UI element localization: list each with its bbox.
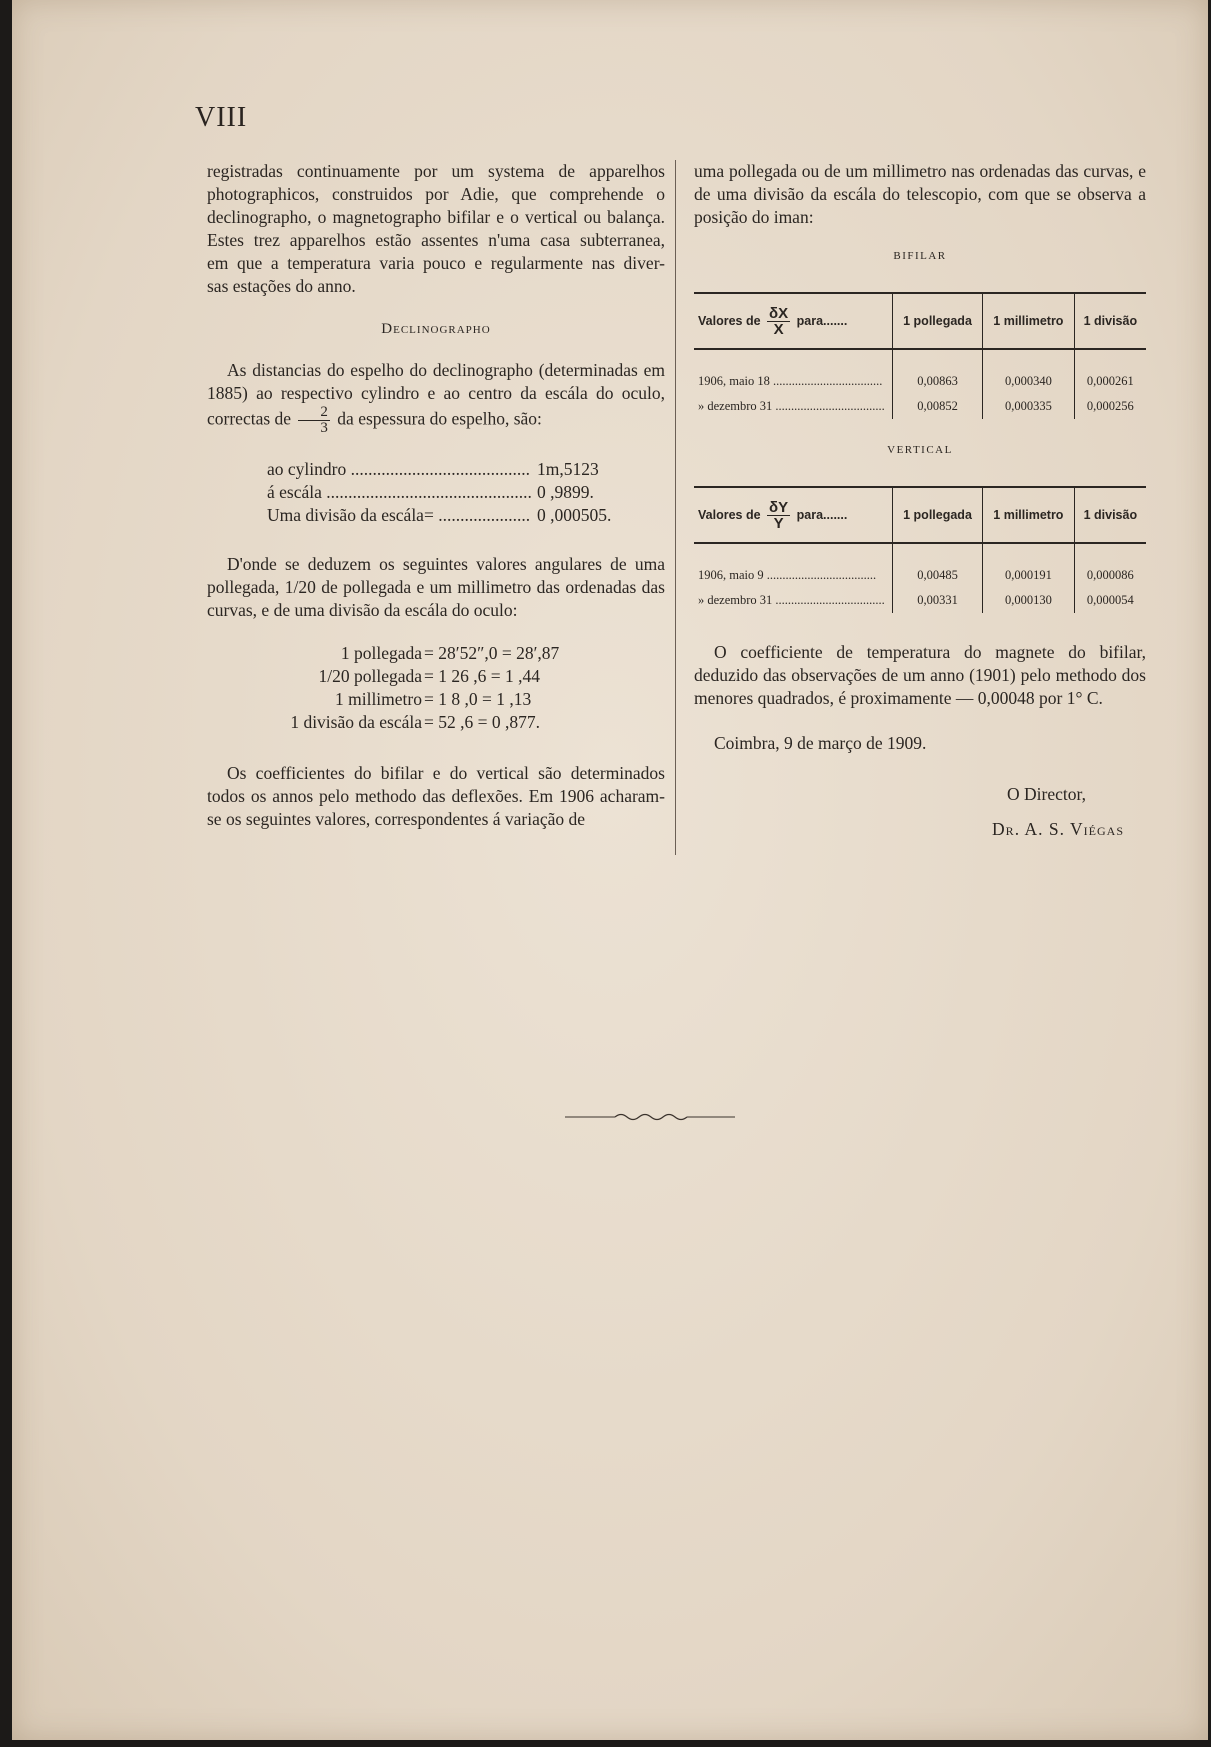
column-header: 1 divisão <box>1074 487 1146 543</box>
fraction-denominator: Y <box>773 514 784 532</box>
angular-row <box>257 688 665 711</box>
fraction-two-thirds <box>298 405 330 436</box>
table-header-row <box>694 487 1146 543</box>
table-cell: 0,000054 <box>1074 588 1146 613</box>
table-title-vertical: VERTICAL <box>887 444 953 456</box>
column-header: 1 millimetro <box>983 293 1075 349</box>
intro-line-2: photographicos, construidos por Adie, que comprehende o <box>207 184 665 204</box>
angular-value: = 1 26 ,6 = 1 ,44 <box>424 666 540 686</box>
row-label <box>694 588 893 613</box>
intro-line-3: declinographo, o magnetographo bifilar e o vertical ou balança. <box>207 207 665 227</box>
row-label-text: 1906, maio 18 ..... <box>698 374 882 388</box>
section-heading-declinographo: Declinographo <box>381 321 491 337</box>
place-date: Coimbra, 9 de março de 1909. <box>714 733 927 753</box>
table-cell: 0,000256 <box>1074 394 1146 419</box>
distances-table <box>267 458 637 527</box>
page-number: VIII <box>195 102 248 133</box>
intro-line-1: registradas continuamente por um systema de apparelhos <box>207 161 665 181</box>
angular-value: = 1 8 ,0 = 1 ,13 <box>424 689 532 709</box>
fraction-denominator: 3 <box>320 420 328 436</box>
angular-label: 1/20 pollegada <box>318 666 422 686</box>
temperature-paragraph: O coefficiente de temperatura do magnete do bifilar, deduzido das observações de um anno (1901) pelo methodo dos menores quadrados, é proximamente — 0,00048 por 1° C. <box>694 642 1146 708</box>
table-cell: 0,000130 <box>983 588 1075 613</box>
column-divider <box>675 160 676 855</box>
fraction-denominator: X <box>773 320 784 338</box>
row-label <box>694 349 893 394</box>
distance-row <box>267 458 637 481</box>
distances-text-b: da espessura do espelho, são: <box>337 408 542 429</box>
fraction-numerator: δY <box>769 498 789 516</box>
table-header-row <box>694 293 1146 349</box>
right-column <box>694 160 1146 841</box>
column-header: 1 millimetro <box>983 487 1075 543</box>
distance-value: 0 ,9899. <box>537 482 594 502</box>
table-row <box>694 349 1146 394</box>
table-cell: 0,00852 <box>893 394 983 419</box>
table-cell: 0,00331 <box>893 588 983 613</box>
angular-row <box>257 665 665 688</box>
header-values-label <box>694 293 893 349</box>
intro-line-5: em que a temperatura varia pouco e regularmente nas diver- <box>207 253 665 273</box>
coefficients-paragraph: Os coefficientes do bifilar e do vertical são determinados todos os annos pelo methodo das deflexões. Em 1906 acharam-se os seguintes valores, correspondentes á variação de <box>207 763 665 829</box>
table-cell: 0,000086 <box>1074 543 1146 588</box>
distances-text-a: As distancias do espelho do declinographo (determinadas em 1885) ao respectivo cylindro e ao centro da escála do oculo, correctas de <box>207 360 665 429</box>
row-label-text: » dezembro 31 ..... <box>698 593 885 607</box>
header-para-text: para....... <box>796 507 848 522</box>
header-para-text: para....... <box>796 313 848 328</box>
book-page <box>12 0 1208 1740</box>
table-cell: 0,000261 <box>1074 349 1146 394</box>
angular-paragraph: D'onde se deduzem os seguintes valores angulares de uma pollegada, 1/20 de pollegada e um millimetro das ordenadas das curvas, e de uma divisão da escála do oculo: <box>207 554 665 620</box>
distance-row <box>267 504 637 527</box>
angular-value: = 28′52″,0 = 28′,87 <box>424 643 560 663</box>
distance-label: á escála ..... <box>267 481 531 504</box>
angular-row <box>257 642 665 665</box>
distance-value: 1m,5123 <box>537 459 599 479</box>
angular-label: 1 pollegada <box>340 643 422 663</box>
header-label-text: Valores de <box>698 507 761 522</box>
column-header: 1 pollegada <box>893 487 983 543</box>
header-values-label <box>694 487 893 543</box>
distance-label: Uma divisão da escála= ..... <box>267 504 531 527</box>
header-label-text: Valores de <box>698 313 761 328</box>
fraction-delta-x <box>767 306 790 337</box>
table-cell: 0,00485 <box>893 543 983 588</box>
fraction-numerator: δX <box>769 304 789 322</box>
row-label <box>694 394 893 419</box>
column-header: 1 pollegada <box>893 293 983 349</box>
table-cell: 0,00863 <box>893 349 983 394</box>
distances-paragraph <box>207 359 665 436</box>
angular-value: = 52 ,6 = 0 ,877. <box>424 712 540 732</box>
table-cell: 0,000340 <box>983 349 1075 394</box>
angular-label: 1 millimetro <box>334 689 422 709</box>
distance-label: ao cylindro ..... <box>267 458 531 481</box>
intro-line-6: sas estações do anno. <box>207 276 356 296</box>
signature: Dr. A. S. Viégas <box>992 819 1124 839</box>
fraction-numerator: 2 <box>298 405 330 421</box>
column-header: 1 divisão <box>1074 293 1146 349</box>
angular-row <box>257 711 665 734</box>
table-title-bifilar: BIFILAR <box>893 250 947 262</box>
table-row <box>694 543 1146 588</box>
row-label-text: » dezembro 31 ..... <box>698 399 885 413</box>
row-label <box>694 543 893 588</box>
bifilar-table <box>694 292 1146 419</box>
table-row <box>694 588 1146 613</box>
table-row <box>694 394 1146 419</box>
continuation-paragraph: uma pollegada ou de um millimetro nas ordenadas das curvas, e de uma divisão da escála do telescopio, com que se observa a posição do iman: <box>694 161 1146 227</box>
vertical-table <box>694 486 1146 613</box>
distance-value: 0 ,000505. <box>537 505 612 525</box>
angular-label: 1 divisão da escála <box>290 712 422 732</box>
ornament-divider <box>565 1110 735 1124</box>
intro-line-4: Estes trez apparelhos estão assentes n'uma casa subterranea, <box>207 230 665 250</box>
signoff: O Director, <box>1007 784 1086 804</box>
row-label-text: 1906, maio 9 ..... <box>698 568 876 582</box>
table-cell: 0,000335 <box>983 394 1075 419</box>
left-column <box>207 160 665 831</box>
distance-row <box>267 481 637 504</box>
angular-values-table <box>257 642 665 734</box>
fraction-delta-y <box>767 500 790 531</box>
table-cell: 0,000191 <box>983 543 1075 588</box>
